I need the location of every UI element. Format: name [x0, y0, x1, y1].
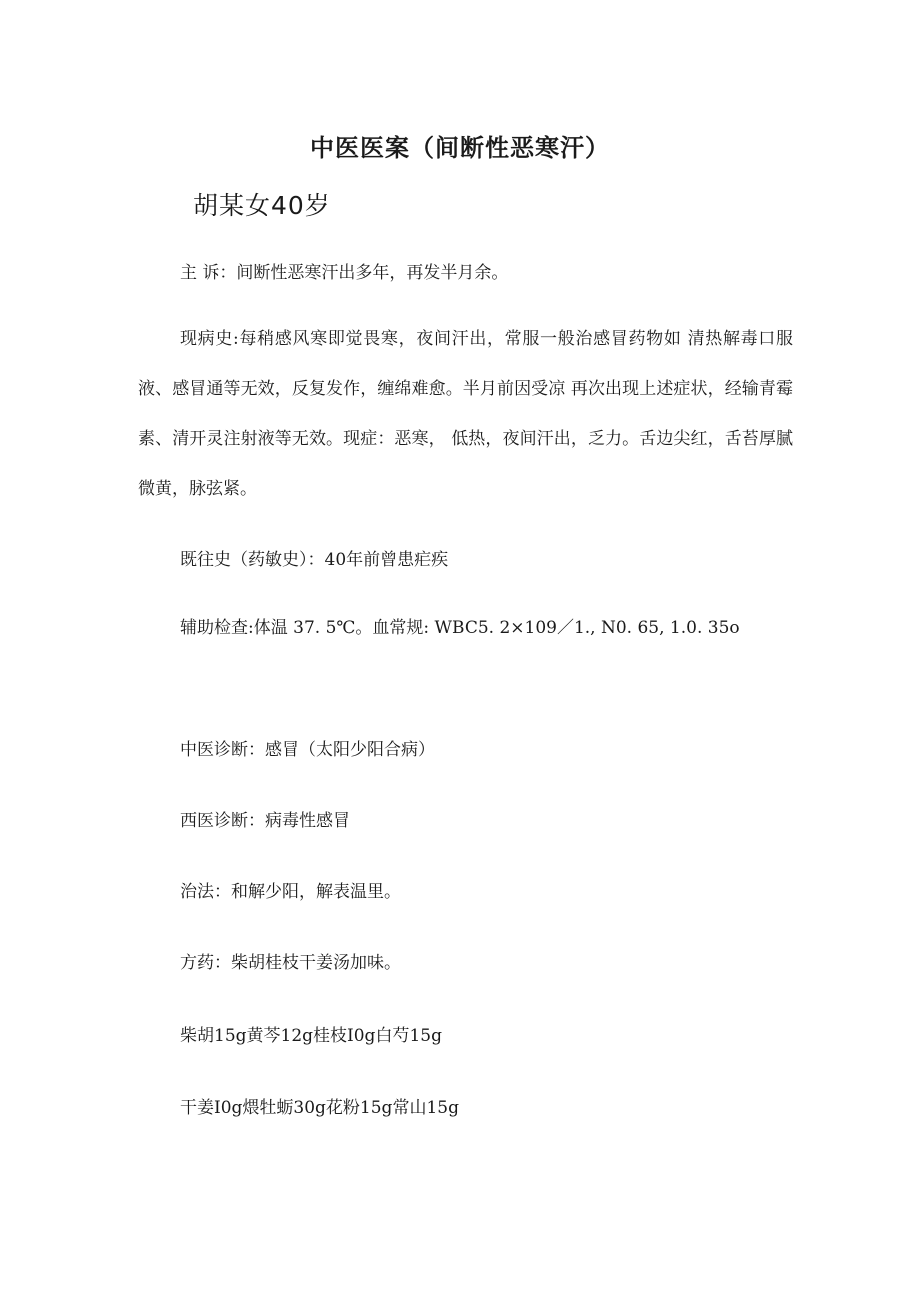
prescription: 方药：柴胡桂枝干姜汤加味。 [180, 953, 401, 973]
herbs-line-2: 干姜I0g煨牡蛎30g花粉15g常山15g [180, 1098, 459, 1118]
tcm-diagnosis: 中医诊断：感冒（太阳少阳合病） [180, 740, 435, 760]
chief-complaint: 主 诉：间断性恶寒汗出多年，再发半月余。 [180, 263, 509, 283]
western-diagnosis: 西医诊断：病毒性感冒 [180, 811, 350, 831]
lab-tests: 辅助检查:体温 37. 5℃。血常规: WBC5. 2×109／1., N0. 65, 1.0. 35o [180, 618, 740, 638]
document-title: 中医医案（间断性恶寒汗） [310, 134, 610, 162]
past-history: 既往史（药敏史）：40年前曾患疟疾 [180, 550, 449, 570]
present-history: 现病史:每稍感风寒即觉畏寒，夜间汗出，常服一般治感冒药物如 清热解毒口服液、感冒通等无效，反复发作，缠绵难愈。半月前因受凉 再次出现上述症状，经输青霉素、清开灵注射液等无效。现症：恶寒， 低热，夜间汗出，乏力。舌边尖红，舌苔厚腻微黄，脉弦紧。 [138, 329, 793, 499]
herbs-line-1: 柴胡15g黄芩12g桂枝I0g白芍15g [180, 1026, 442, 1046]
treatment-method: 治法：和解少阳，解表温里。 [180, 882, 401, 902]
patient-info: 胡某女40岁 [193, 191, 331, 220]
